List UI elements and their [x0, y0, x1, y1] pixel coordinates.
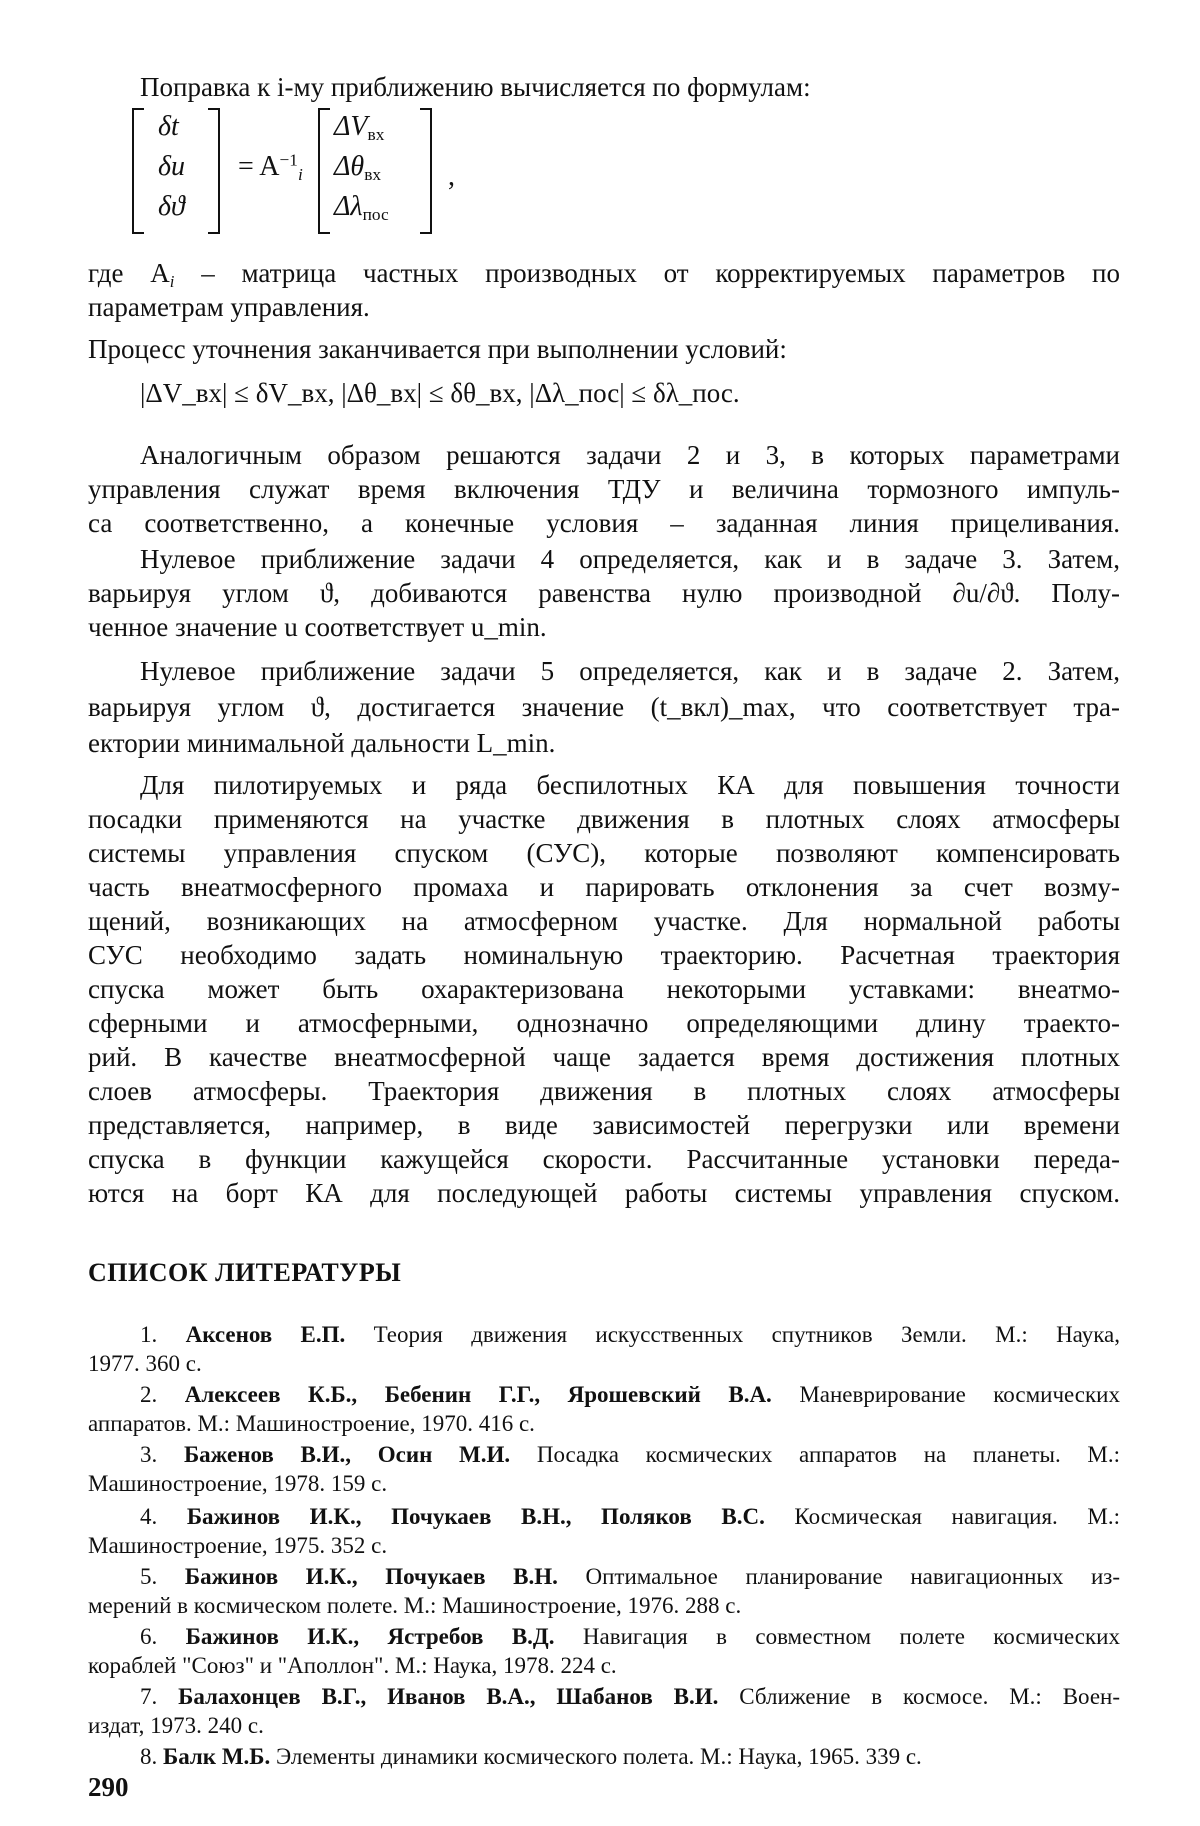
para2-line-2: варьируя углом ϑ, добиваются равенства нулю производной ∂u/∂ϑ. Полу-: [88, 578, 1120, 608]
where-line-1: где $A_i$ – матрица частных производных от корректируемых параметров по: [88, 258, 1121, 292]
para4-line-10: слоев атмосферы. Траектория движения в плотных слоях атмосферы: [88, 1076, 1120, 1106]
para2-line-3: ченное значение u соответствует u_min.: [88, 612, 547, 642]
formula-comma: ,: [448, 161, 455, 192]
left-bracket-close: [208, 108, 220, 234]
right-bracket-close: [420, 108, 432, 234]
para1-line-2: управления служат время включения ТДУ и величина тормозного импуль-: [88, 474, 1120, 504]
para1-line-1: Аналогичным образом решаются задачи 2 и 3, в которых параметрами: [140, 440, 1120, 470]
para4-line-8: сферными и атмосферными, однозначно определяющими длину траекто-: [88, 1008, 1120, 1038]
para4-line-2: посадки применяются на участке движения в плотных слоях атмосферы: [88, 804, 1120, 834]
para3-line-2: варьируя углом ϑ, достигается значение (t_вкл)_max, что соответствует тра-: [88, 692, 1120, 722]
conditions-line: |ΔV_вх| ≤ δV_вх, |Δθ_вх| ≤ δθ_вх, |Δλ_пос| ≤ δλ_пос.: [140, 378, 740, 408]
para3-line-3: ектории минимальной дальности L_min.: [88, 728, 556, 758]
ref-4-line-1: 4. Бажинов И.К., Почукаев В.Н., Поляков В.С. Космическая навигация. М.:: [140, 1504, 1120, 1529]
page-number: 290: [88, 1772, 129, 1802]
ref-6-line-1: 6. Бажинов И.К., Ястребов В.Д. Навигация в совместном полете космических: [140, 1624, 1120, 1649]
formula-operator: = $A^{-1}_i$: [238, 150, 303, 185]
formula-left-3: δϑ: [158, 191, 185, 222]
ref-5-line-2: мерений в космическом полете. М.: Машиностроение, 1976. 288 с.: [88, 1593, 742, 1618]
para4-line-13: ются на борт КА для последующей работы системы управления спуском.: [88, 1178, 1120, 1208]
formula-right-2: $\Delta\theta_{вх}$: [334, 151, 382, 185]
ref-1-line-1: 1. Аксенов Е.П. Теория движения искусственных спутников Земли. М.: Наука,: [140, 1322, 1121, 1347]
para3-line-1: Нулевое приближение задачи 5 определяется, как и в задаче 2. Затем,: [140, 656, 1120, 686]
ref-8-line-1: 8. Балк М.Б. Элементы динамики космического полета. М.: Наука, 1965. 339 с.: [140, 1744, 922, 1769]
ref-7-line-2: издат, 1973. 240 с.: [88, 1713, 264, 1738]
para4-line-1: Для пилотируемых и ряда беспилотных КА для повышения точности: [140, 770, 1120, 800]
formula-left-1: δt: [158, 111, 179, 142]
ref-2-line-1: 2. Алексеев К.Б., Бебенин Г.Г., Ярошевский В.А. Маневрирование космических: [140, 1382, 1120, 1407]
ref-5-line-1: 5. Бажинов И.К., Почукаев В.Н. Оптимальное планирование навигационных из-: [140, 1564, 1121, 1589]
formula-right-1: $\Delta V_{вх}$: [334, 111, 385, 145]
ref-7-line-1: 7. Балахонцев В.Г., Иванов В.А., Шабанов В.И. Сближение в космосе. М.: Воен-: [140, 1684, 1120, 1709]
para4-line-6: СУС необходимо задать номинальную траекторию. Расчетная траектория: [88, 940, 1120, 970]
formula-left-2: δu: [158, 151, 186, 182]
para4-line-9: рий. В качестве внеатмосферной чаще задается время достижения плотных: [88, 1042, 1120, 1072]
where-line-2: параметрам управления.: [88, 292, 370, 322]
process-line: Процесс уточнения заканчивается при выполнении условий:: [88, 334, 787, 364]
ref-1-line-2: 1977. 360 с.: [88, 1351, 202, 1376]
references-heading: СПИСОК ЛИТЕРАТУРЫ: [88, 1258, 402, 1287]
formula-right-3: $\Delta\lambda_{пос}$: [334, 191, 389, 225]
para4-line-3: системы управления спуском (СУС), которые позволяют компенсировать: [88, 838, 1120, 868]
para1-line-3: са соответственно, а конечные условия – заданная линия прицеливания.: [88, 508, 1120, 538]
ref-4-line-2: Машиностроение, 1975. 352 с.: [88, 1533, 388, 1558]
para4-line-11: представляется, например, в виде зависимостей перегрузки или времени: [88, 1110, 1120, 1140]
para4-line-12: спуска в функции кажущейся скорости. Рассчитанные установки переда-: [88, 1144, 1120, 1174]
para4-line-7: спуска может быть охарактеризована некоторыми уставками: внеатмо-: [88, 974, 1120, 1004]
ref-2-line-2: аппаратов. М.: Машиностроение, 1970. 416 с.: [88, 1411, 535, 1436]
para2-line-1: Нулевое приближение задачи 4 определяется, как и в задаче 3. Затем,: [140, 544, 1120, 574]
para4-line-4: часть внеатмосферного промаха и парировать отклонения за счет возму-: [88, 872, 1120, 902]
right-bracket-open: [318, 108, 330, 234]
ref-3-line-2: Машиностроение, 1978. 159 с.: [88, 1471, 388, 1496]
intro-line: Поправка к i-му приближению вычисляется по формулам:: [140, 72, 811, 102]
para4-line-5: щений, возникающих на атмосферном участке. Для нормальной работы: [88, 906, 1120, 936]
ref-3-line-1: 3. Баженов В.И., Осин М.И. Посадка космических аппаратов на планеты. М.:: [140, 1442, 1120, 1467]
ref-6-line-2: кораблей "Союз" и "Аполлон". М.: Наука, 1978. 224 с.: [88, 1653, 617, 1678]
left-bracket-open: [132, 108, 144, 234]
